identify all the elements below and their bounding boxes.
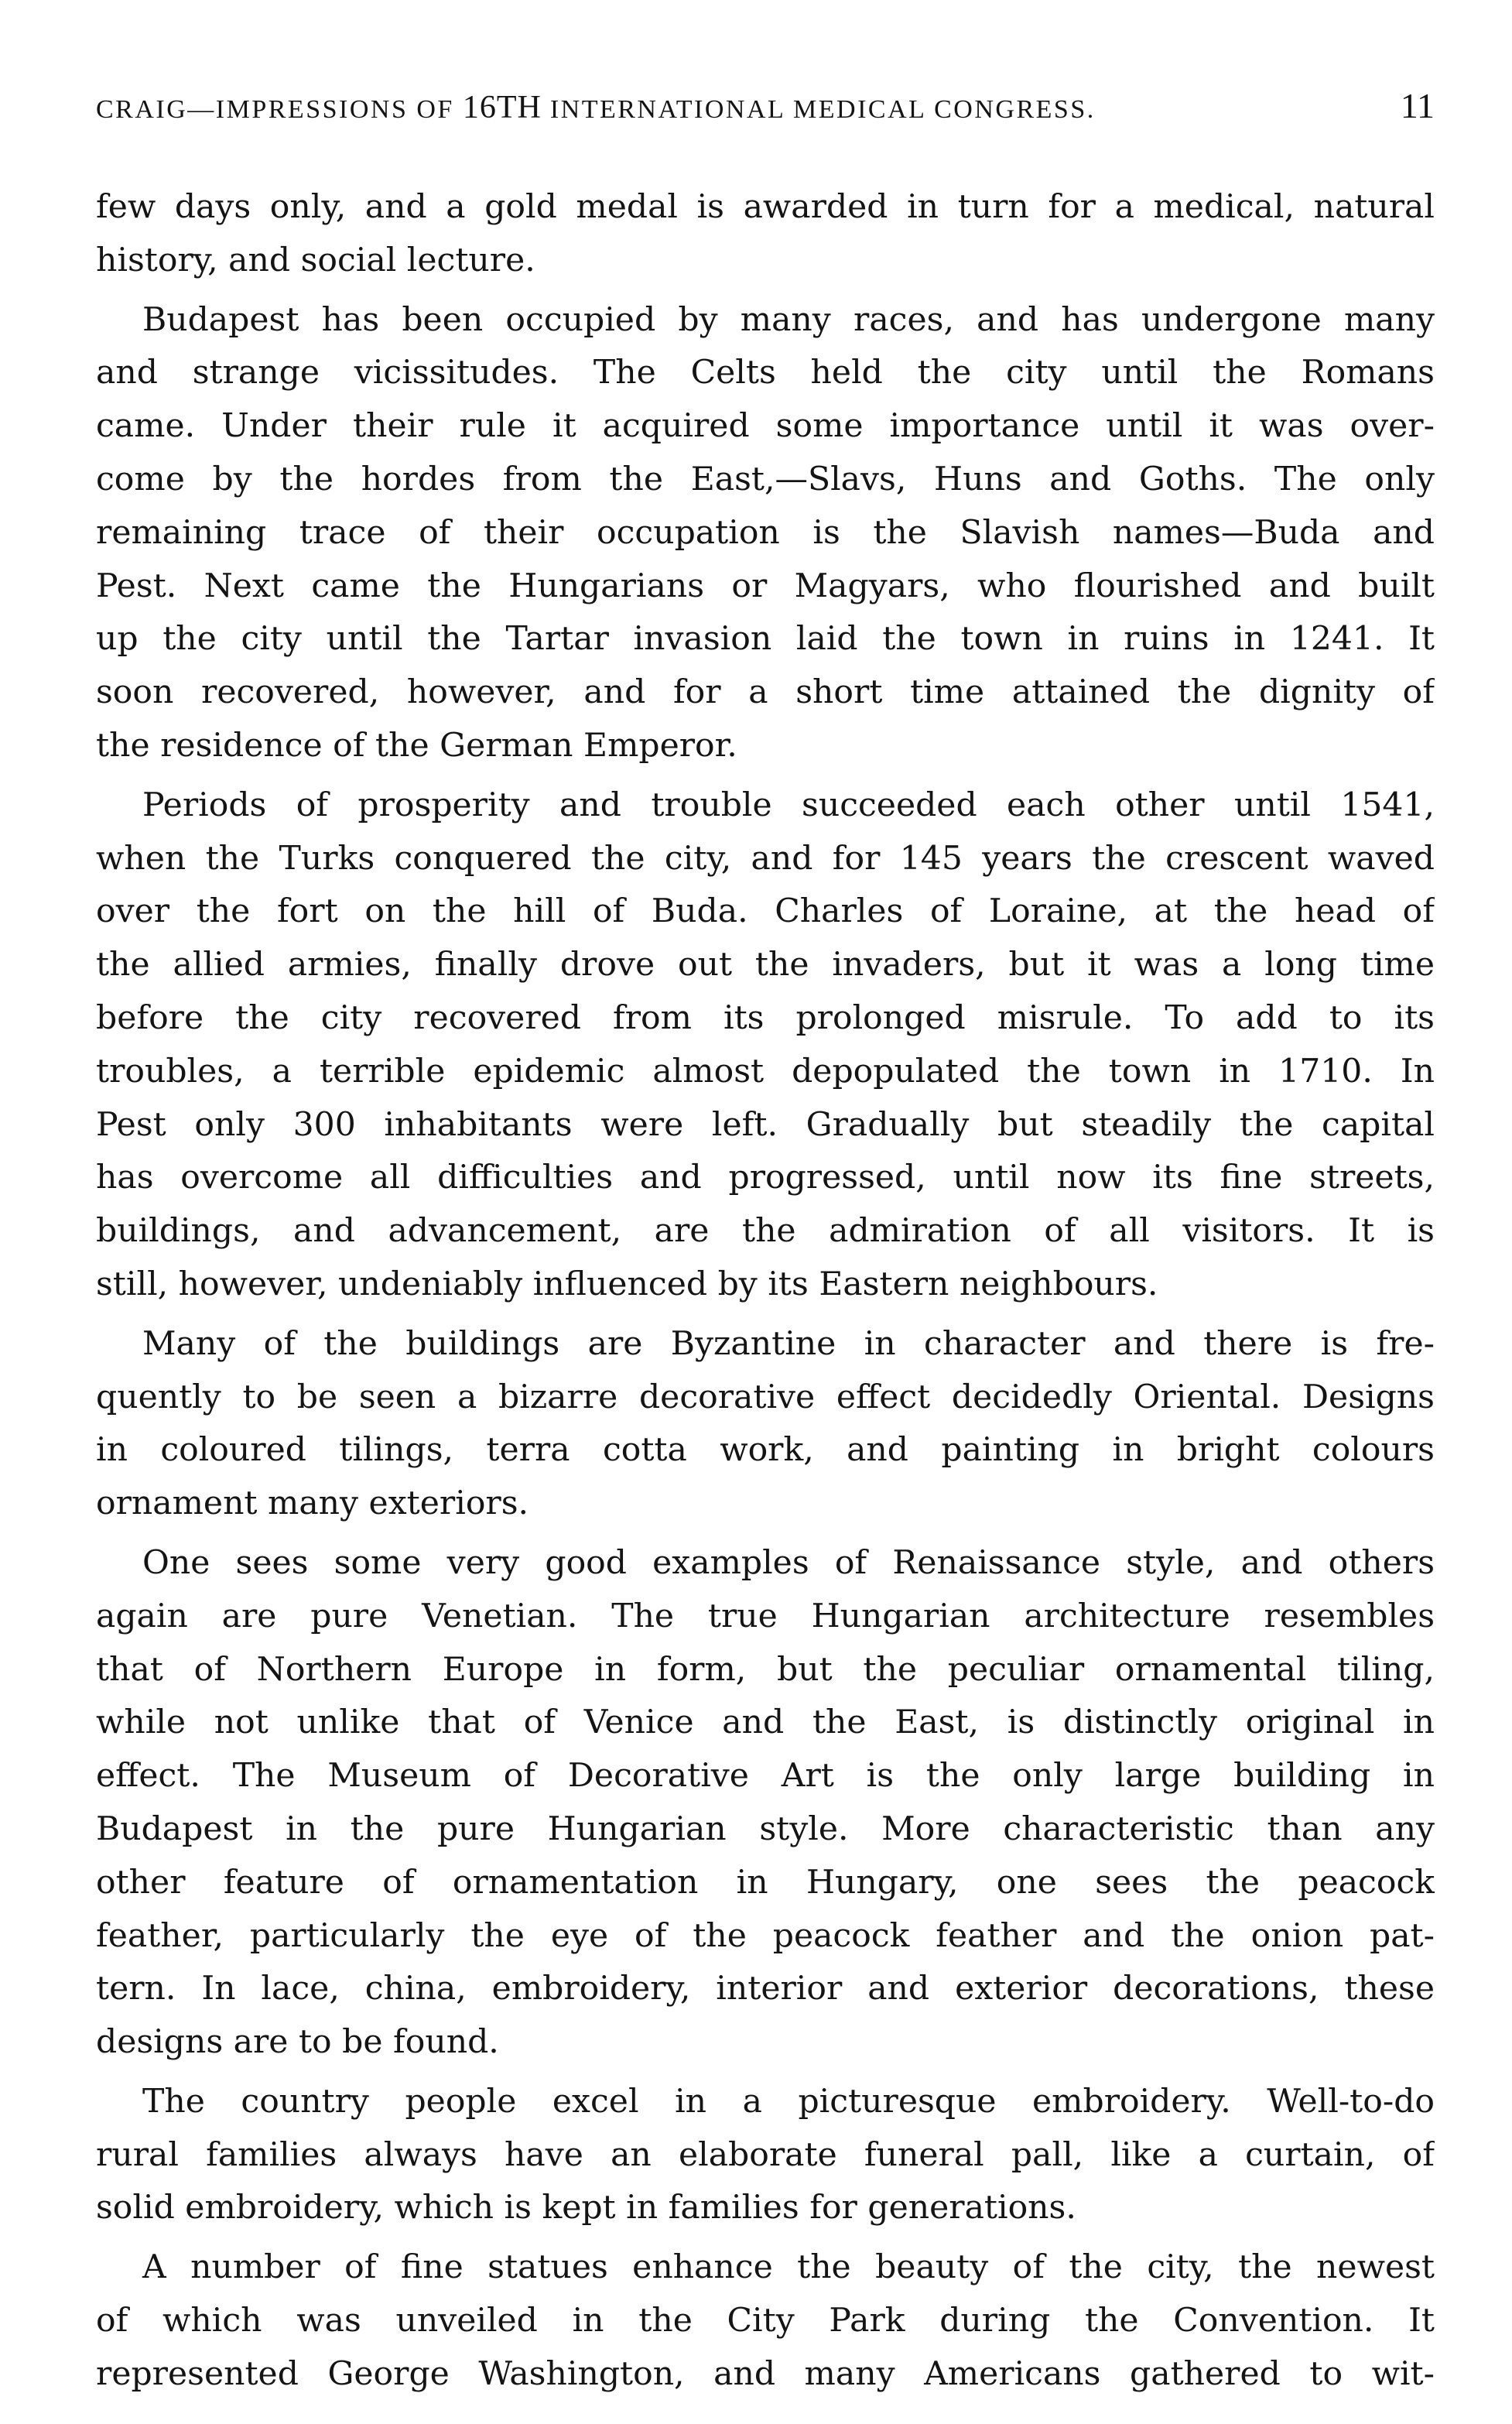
paragraph: [96, 1318, 1435, 1531]
paragraph: [96, 1537, 1435, 2070]
text-line: troubles, a terrible epidemic almost depopulated the town in 1710. In: [96, 1052, 1435, 1090]
text-line: up the city until the Tartar invasion laid the town in ruins in 1241. It: [96, 620, 1435, 659]
paragraph: [96, 294, 1435, 773]
text-line: has overcome all difficulties and progressed, until now its fine streets,: [96, 1159, 1435, 1197]
text-line: still, however, undeniably influenced by its Eastern neighbours.: [96, 1265, 1158, 1303]
running-title-part-b: 16TH: [462, 90, 542, 125]
paragraph: [96, 2241, 1435, 2401]
text-line: over the fort on the hill of Buda. Charles of Loraine, at the head of: [96, 892, 1435, 931]
text-line: represented George Washington, and many Americans gathered to wit-: [96, 2354, 1435, 2393]
text-line: the residence of the German Emperor.: [96, 726, 737, 765]
text-line: quently to be seen a bizarre decorative effect decidedly Oriental. Designs: [96, 1378, 1435, 1416]
text-line: designs are to be found.: [96, 2023, 499, 2062]
text-line: history, and social lecture.: [96, 241, 535, 279]
text-line: Many of the buildings are Byzantine in character and there is fre-: [142, 1324, 1435, 1363]
text-line: feather, particularly the eye of the peacock feather and the onion pat-: [96, 1916, 1435, 1955]
text-line: few days only, and a gold medal is awarded in turn for a medical, natural: [96, 188, 1435, 226]
text-line: remaining trace of their occupation is the Slavish names—Buda and: [96, 513, 1435, 552]
text-line: and strange vicissitudes. The Celts held the city until the Romans: [96, 354, 1435, 392]
body-text: [96, 181, 1435, 2402]
text-line: effect. The Museum of Decorative Art is the only large building in: [96, 1757, 1435, 1796]
text-line: come by the hordes from the East,—Slavs, Huns and Goths. The only: [96, 460, 1435, 498]
text-line: came. Under their rule it acquired some importance until it was over-: [96, 407, 1435, 446]
text-line: that of Northern Europe in form, but the peculiar ornamental tiling,: [96, 1650, 1435, 1689]
text-line: while not unlike that of Venice and the East, is distinctly original in: [96, 1703, 1435, 1742]
text-line: buildings, and advancement, are the admiration of all visitors. It is: [96, 1212, 1435, 1251]
text-line: when the Turks conquered the city, and for 145 years the crescent waved: [96, 839, 1435, 878]
running-title: [96, 89, 1096, 126]
text-line: The country people excel in a picturesque embroidery. Well-to-do: [142, 2082, 1435, 2121]
text-line: before the city recovered from its prolonged misrule. To add to its: [96, 998, 1435, 1037]
text-line: tern. In lace, china, embroidery, interior and exterior decorations, these: [96, 1970, 1435, 2008]
paragraph: [96, 181, 1435, 288]
text-line: the allied armies, finally drove out the invaders, but it was a long time: [96, 946, 1435, 984]
text-line: solid embroidery, which is kept in families for generations.: [96, 2189, 1076, 2227]
text-line: of which was unveiled in the City Park during the Convention. It: [96, 2302, 1435, 2340]
running-head: [96, 85, 1435, 132]
running-title-part-c: INTERNATIONAL MEDICAL CONGRESS.: [541, 95, 1096, 124]
text-line: Budapest in the pure Hungarian style. More characteristic than any: [96, 1809, 1435, 1848]
running-title-part-a: CRAIG—IMPRESSIONS OF: [96, 95, 463, 124]
text-line: again are pure Venetian. The true Hungarian architecture resembles: [96, 1597, 1435, 1635]
text-line: A number of fine statues enhance the beauty of the city, the newest: [142, 2248, 1435, 2287]
page-number: 11: [1400, 86, 1435, 125]
text-line: Pest. Next came the Hungarians or Magyars, who flourished and built: [96, 567, 1435, 605]
paragraph: [96, 779, 1435, 1312]
text-line: other feature of ornamentation in Hungary, one sees the peacock: [96, 1863, 1435, 1902]
text-line: Pest only 300 inhabitants were left. Gradually but steadily the capital: [96, 1105, 1435, 1144]
text-line: rural families always have an elaborate funeral pall, like a curtain, of: [96, 2135, 1435, 2174]
text-line: ornament many exteriors.: [96, 1484, 529, 1523]
text-line: Periods of prosperity and trouble succeeded each other until 1541,: [142, 786, 1435, 824]
text-line: soon recovered, however, and for a short time attained the dignity of: [96, 673, 1435, 712]
text-line: in coloured tilings, terra cotta work, and painting in bright colours: [96, 1431, 1435, 1470]
text-line: Budapest has been occupied by many races, and has undergone many: [142, 300, 1435, 339]
journal-page: [96, 85, 1435, 2408]
text-line: One sees some very good examples of Renaissance style, and others: [142, 1543, 1435, 1582]
paragraph: [96, 2076, 1435, 2235]
